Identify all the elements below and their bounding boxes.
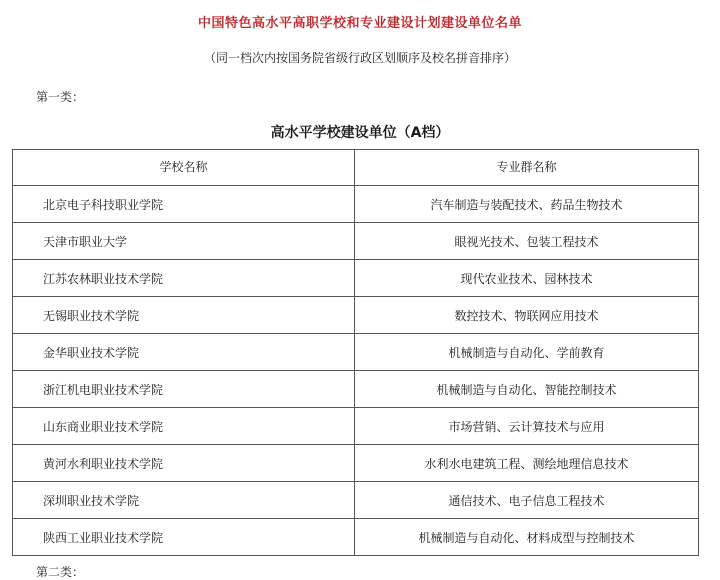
header-school-name: 学校名称 [13,150,355,186]
table-header-row [13,150,699,186]
school-name-cell: 天津市职业大学 [13,223,355,260]
table-row [13,186,699,223]
table-title: 高水平学校建设单位（A档） [270,125,450,141]
table-row [13,297,699,334]
school-name-cell: 山东商业职业技术学院 [13,408,355,445]
major-group-cell: 机械制造与自动化、材料成型与控制技术 [355,519,699,556]
major-group-cell: 市场营销、云计算技术与应用 [355,408,699,445]
major-group-cell: 现代农业技术、园林技术 [355,260,699,297]
page-title: 中国特色高水平高职学校和专业建设计划建设单位名单 [197,16,522,31]
table-row [13,334,699,371]
major-group-cell: 水利水电建筑工程、测绘地理信息技术 [355,445,699,482]
major-group-cell: 机械制造与自动化、学前教育 [355,334,699,371]
next-category-label: 第二类： [36,565,85,579]
table-row [13,408,699,445]
major-group-cell: 数控技术、物联网应用技术 [355,297,699,334]
table-row [13,371,699,408]
major-group-cell: 通信技术、电子信息工程技术 [355,482,699,519]
major-group-cell: 汽车制造与装配技术、药品生物技术 [355,186,699,223]
major-group-cell: 眼视光技术、包装工程技术 [355,223,699,260]
school-name-cell: 黄河水利职业技术学院 [13,445,355,482]
table-row [13,519,699,556]
school-name-cell: 无锡职业技术学院 [13,297,355,334]
category-label: 第一类： [36,90,85,104]
school-name-cell: 北京电子科技职业学院 [13,186,355,223]
school-name-cell: 深圳职业技术学院 [13,482,355,519]
header-major-group: 专业群名称 [355,150,699,186]
table-row [13,482,699,519]
school-name-cell: 陕西工业职业技术学院 [13,519,355,556]
school-name-cell: 江苏农林职业技术学院 [13,260,355,297]
table-row [13,445,699,482]
table-row [13,260,699,297]
page-subtitle: （同一档次内按国务院省级行政区划顺序及校名拼音排序） [203,51,516,65]
major-group-cell: 机械制造与自动化、智能控制技术 [355,371,699,408]
school-list-table [12,149,699,556]
school-name-cell: 浙江机电职业技术学院 [13,371,355,408]
table-row [13,223,699,260]
school-name-cell: 金华职业技术学院 [13,334,355,371]
